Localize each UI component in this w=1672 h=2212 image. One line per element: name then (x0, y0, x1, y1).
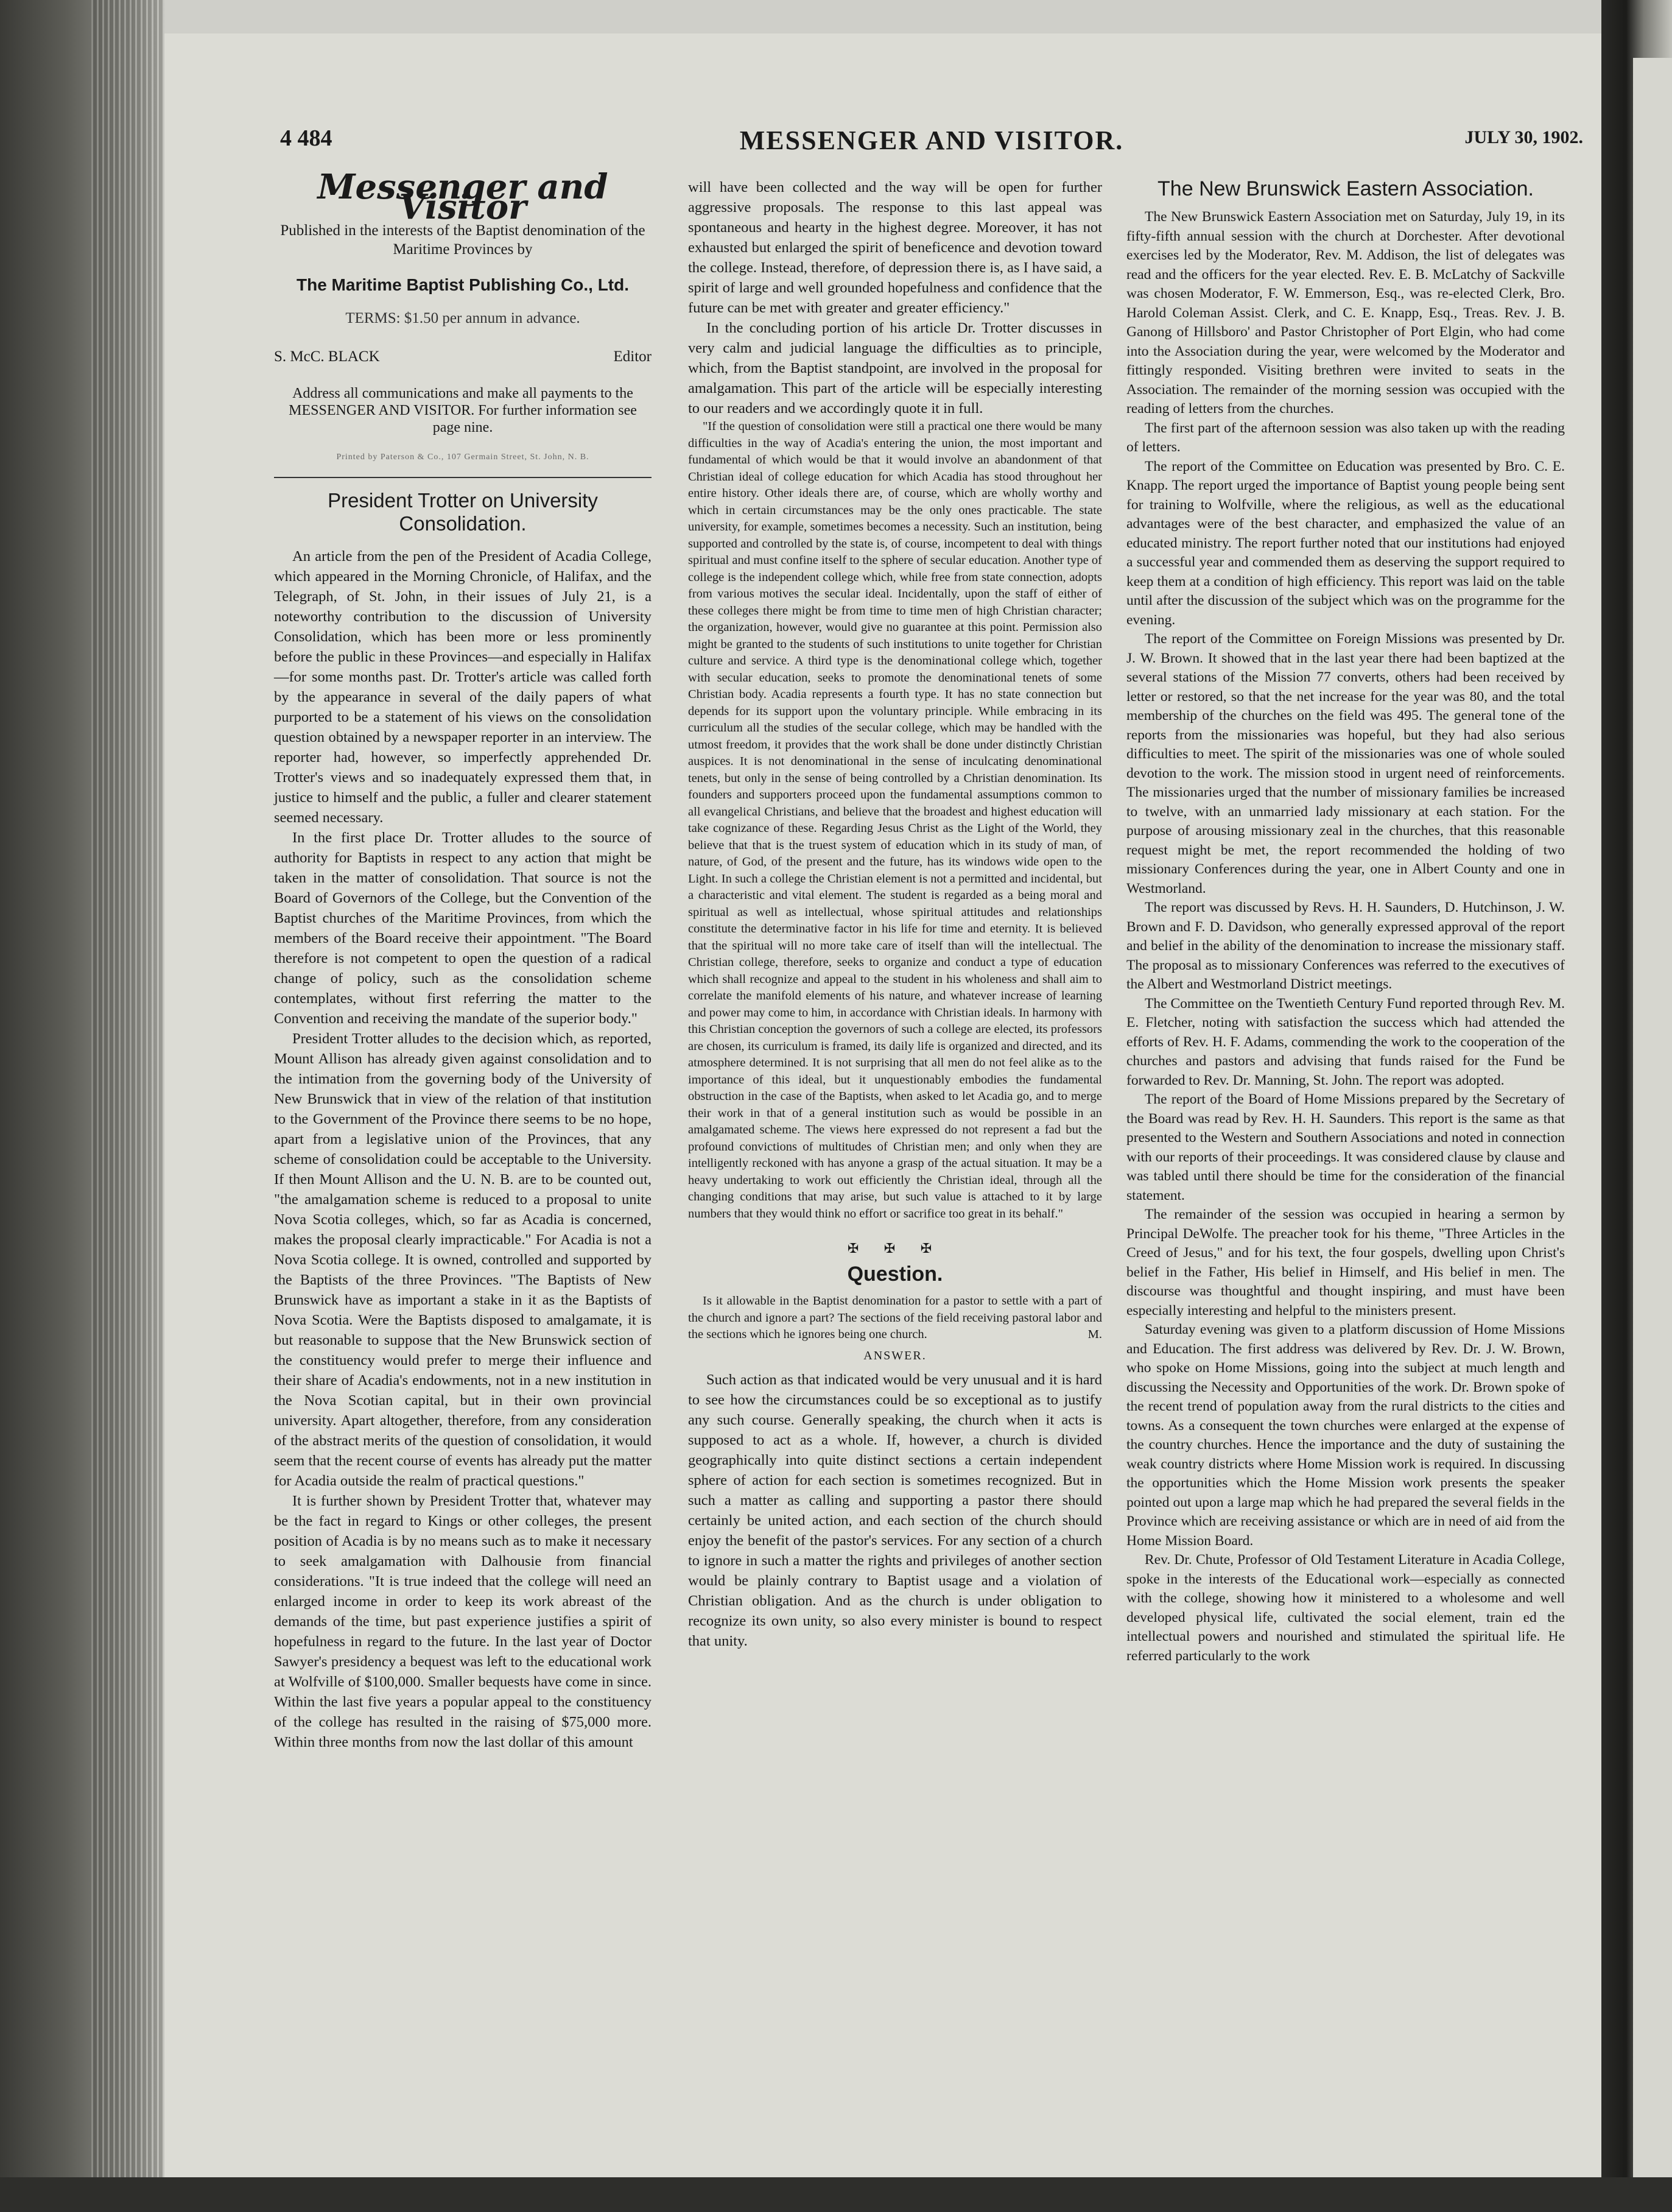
page-edges-left (91, 0, 164, 2212)
question-signature: M. (1087, 1328, 1102, 1341)
association-paragraph: The remainder of the session was occupied in hearing a sermon by Principal DeWolfe. The preacher took for his theme, "Three Articles in the Creed of Jesus," and for his text, the four gospels, dwelling upon Christ's belief in the Father, His belief in Himself, and His belief in men. The discourse was thoughtful and thought inspiring, and must have been especially interesting and helpful to the ministers present. (1126, 1206, 1565, 1319)
publisher-name: The Maritime Baptist Publishing Co., Ltd. (296, 275, 629, 294)
editor-label: Editor (613, 348, 652, 365)
newspaper-page (164, 33, 1601, 2177)
article-paragraph: An article from the pen of the President of Acadia College, which appeared in the Morning Chronicle, of Halifax, and the Telegraph, of St. John, in their issues of July 21, is a noteworthy contribution to the discussion of University Consolidation, which has been more or less prominently before the public in these Provinces—and especially in Halifax—for some months past. Dr. Trotter's article was called forth by the appearance in several of the daily papers of what purported to be a statement of his views on the consolidation question obtained by a newspaper reporter in an interview. The reporter had, however, so imperfectly apprehended Dr. Trotter's views and so inadequately expressed them that, in justice to himself and the public, a fuller and clearer statement seemed necessary. (274, 548, 652, 826)
page-header (280, 125, 1583, 161)
association-heading: The New Brunswick Eastern Association. (1157, 177, 1534, 200)
address-notice: Address all communications and make all payments to the MESSENGER AND VISITOR. For further information see page nine. (289, 386, 637, 435)
association-paragraph: The report of the Committee on Education was presented by Bro. C. E. Knapp. The report urged the importance of Baptist young people being sent for training to Wolfville, where the religious, as well as the educational advantages were of the best character, and emphasized the value of an educated ministry. The report further noted that our institutions had enjoyed a successful year and commended them as deserving the support required to keep them at a condition of high efficiency. This report was laid on the table until after the discussion of the subject which was on the programme for the evening. (1126, 458, 1565, 628)
scanner-bottom-edge (0, 2177, 1672, 2212)
masthead-title: Messenger and Visitor (317, 167, 608, 227)
article-paragraph: It is further shown by President Trotter that, whatever may be the fact in regard to Kings or other colleges, the present position of Acadia is by no means such as to make it necessary to seek amalgamation with Dalhousie from financial considerations. "It is true indeed that the college will need an enlarged income in order to keep its work abreast of the demands of the time, but past experience justifies a spirit of hopefulness in regard to the future. In the last year of Doctor Sawyer's presidency a bequest was left to the educational work at Wolfville of $100,000. Smaller bequests have come in since. Within the last five years a popular appeal to the constituency of the college has resulted in the raising of $75,000 more. Within three months from now the last dollar of this amount (274, 1493, 652, 1750)
column-3 (1126, 177, 1565, 1666)
association-paragraph: The report of the Committee on Foreign Missions was presented by Dr. J. W. Brown. It showed that in the last year there had been baptized at the several stations of the Mission 77 converts, others had been received by letter or restored, so that the net increase for the year was 80, and the total membership of the churches on the field was 495. The general tone of the reports from the missionaries was hopeful, but they had also serious difficulties to meet. The spirit of the missionaries was one of whole souled devotion to the work. The mission stood in urgent need of reinforcements. The missionaries urged that the number of missionary families be increased to twelve, with an unmarried lady missionary at each station. For the purpose of arousing missionary zeal in the churches, that this reasonable request might be met, the report recommended the holding of two missionary Conferences during the year, one in Albert County and one in Westmorland. (1126, 631, 1565, 896)
association-paragraph: The Committee on the Twentieth Century Fund reported through Rev. M. E. Fletcher, noting with satisfaction the success which had attended the efforts of Rev. H. F. Adams, commending the work to the cooperation of the churches and pastors and advising that funds raised for the Fund be forwarded to Rev. Dr. Manning, St. John. The report was adopted. (1126, 995, 1565, 1088)
association-paragraph: The New Brunswick Eastern Association met on Saturday, July 19, in its fifty-fifth annual session with the church at Dorchester. After devotional exercises led by the Moderator, Rev. M. Addison, the list of delegates was read and the officers for the year elected. Rev. E. B. McLatchy of Sackville was chosen Moderator, F. W. Emmerson, Esq., was re-elected Clerk, Bro. Harold Coleman Assist. Clerk, and C. E. Knapp, Esq., Treas. Rev. J. B. Ganong of Hillsboro' and Pastor Christopher of Port Elgin, who had come into the Association during the year, were welcomed by the Moderator and fittingly responded. Visiting brethren were invited to seats in the Association. The remainder of the morning session was occupied with the reading of letters from the churches. (1126, 209, 1565, 417)
question-block (688, 1293, 1102, 1344)
next-page-edge (1633, 58, 1672, 2177)
paper-title: MESSENGER AND VISITOR. (739, 125, 1124, 155)
editor-line (274, 347, 652, 367)
ornament-divider: ✠ ✠ ✠ (847, 1241, 943, 1256)
association-paragraph: Rev. Dr. Chute, Professor of Old Testament Literature in Acadia College, spoke in the interests of the Educational work—especially as connected with the college, showing how it ministered to a wholesome and well developed physical life, cultivated the social element, train ed the intellectual powers and nourished and stimulated the spiritual life. He referred particularly to the work (1126, 1552, 1565, 1664)
article-paragraph: President Trotter alludes to the decision which, as reported, Mount Allison has already given against consolidation and to the intimation from the governing body of the University of New Brunswick that in view of the relation of that institution to the Government of the Province there seems to be no hope, apart from a legislative union of the Provinces, that any scheme of consolidation could be acceptable to the University. If then Mount Allison and the U. N. B. are to be counted out, "the amalgamation scheme is reduced to a proposal to unite Nova Scotia colleges, which, so far as Acadia is concerned, makes the proposal clearly impracticable." For Acadia is not a Nova Scotia college. It is owned, controlled and supported by the Baptists of the three Provinces. "The Baptists of New Brunswick have as important a stake in it as the Baptists of Nova Scotia. Were the Baptists disposed to amalgamate, it is but reasonable to suppose that the New Brunswick section of the constituency would prefer to merge their influence and their share of Acadia's endowments, not in a new institution in the Nova Scotian capital, but in their own provincial university. Apart altogether, therefore, from any consideration of the abstract merits of the question of consolidation, it would seem that the recent course of events has already put the matter for Acadia outside the realm of practical questions." (274, 1030, 652, 1489)
divider-rule (274, 477, 652, 478)
masthead-subtitle: Published in the interests of the Baptist denomination of the Maritime Provinces by (280, 222, 645, 258)
subscription-terms: TERMS: $1.50 per annum in advance. (345, 310, 580, 326)
editor-name: S. McC. BLACK (274, 348, 380, 365)
question-heading: Question. (847, 1263, 943, 1286)
article-continuation: will have been collected and the way will be open for further aggressive proposals. The response to this last appeal was spontaneous and hearty in the highest degree. Moreover, it has not exhausted but enlarged the spirit of beneficence and devotion toward the college. Instead, therefore, of depression there is, as I have said, a spirit of large and well grounded hopefulness and confidence that the future can be met with greater and greater efficiency." (688, 179, 1102, 316)
article-quote (688, 418, 1102, 1222)
question-text: Is it allowable in the Baptist denomination for a pastor to settle with a part of the church and ignore a part? The sections of the field receiving pastoral labor and the sections which he ignores being one church. M. (688, 1293, 1102, 1344)
column-2 (688, 177, 1126, 1651)
column-1 (274, 167, 652, 1752)
association-paragraph: Saturday evening was given to a platform discussion of Home Missions and Education. The first address was delivered by Rev. Dr. J. W. Brown, who spoke on Home Missions, going into the subject at much length and discussing the Necessity and Opportunities of the work. Dr. Brown spoke of the recent trend of population away from the rural districts to the cities and towns. As a consequent the town churches were enlarged at the expense of the country churches. Hence the importance and the duty of sustaining the weak country districts where Home Mission work is required. In discussing the opportunities which the Home Mission work presents the speaker pointed out upon a large map which he had prepared the several fields in the Province which are receiving assistance or which are in need of aid from the Home Mission Board. (1126, 1322, 1565, 1549)
article-paragraph: In the first place Dr. Trotter alludes to the source of authority for Baptists in respect to any action that might be taken in the matter of consolidation. That source is not the Board of Governors of the College, but the Convention of the Baptist churches of the Maritime Provinces, from which the members of the Board receive their appointment. "The Board therefore is not competent to open the question of a radical change of policy, such as the consolidation scheme contemplates, without first referring the matter to the Convention and receiving the mandate of the superior body." (274, 830, 652, 1027)
page-number: 4 484 (280, 125, 332, 151)
association-paragraph: The report was discussed by Revs. H. H. Saunders, D. Hutchinson, J. W. Brown and F. D. Davidson, who generally expressed approval of the report and belief in the ability of the denomination to increase the missionary staff. The proposal as to missionary Conferences was referred to the executives of the Albert and Westmorland District meetings. (1126, 900, 1565, 992)
quote-paragraph: "If the question of consolidation were still a practical one there would be many difficulties in the way of Acadia's entering the union, the most important and fundamental of which would be that it would involve an abandonment of that Christian ideal of college education for which Acadia has stood throughout her entire history. Other ideals there are, of course, which are wholly worthy and which in certain circumstances may be the only ones practicable. The state university, for example, sometimes becomes a necessity. Such an institution, being supported and controlled by the state is, of course, incompetent to deal with things spiritual and must confine itself to the sphere of secular education. Another type of college is the independent college which, while free from state connection, adopts from various motives the secular ideal. Incidentally, upon the staff of either of these colleges there might be from time to time men of high Christian character; the organization, however, would give no guarantee at this point. Permission also might be granted to the students of such institutions to unite together for Christian culture and service. A third type is the denominational college which, together with secular education, seeks to promote the denominational tenets of some Christian body. Acadia represents a fourth type. It has no state connection but depends for its support upon the voluntary principle. While embracing in its curriculum all the studies of the secular college, which may be handled with the utmost freedom, it provides that the work shall be done under distinctly Christian auspices. It is not denominational in the sense of inculcating denominational tenets, but only in the sense of being controlled by a Christian denomination. Its founders and supporters proceed upon the fundamental assumptions common to all evangelical Christians, and believe that the broadest and highest education will take cognizance of these. Regarding Jesus Christ as the Light of the World, they believe that that is the truest system of education which in its study of man, of nature, of God, of the present and the future, has its windows wide open to the Light. In such a college the Christian element is not a permitted and incidental, but a characteristic and vital element. The student is regarded as a being moral and spiritual as well as intellectual, whose spiritual attitudes and relationships constitute the determinative factor in his life for time and eternity. It is believed that the spiritual will no more take care of itself than will the intellectual. The Christian college, therefore, seeks to organize and conduct a type of education which shall recognize and appeal to the student in his wholeness and shall aim to correlate the manifold elements of his nature, and whatever increase of learning and power may come to him, in accordance with Christian ideals. In harmony with this Christian conception the governors of such a college are elected, its professors are chosen, its curriculum is framed, its daily life is organized and directed, and its atmosphere determined. It is not surprising that all men do not feel alike as to the importance of this ideal, but it unquestionably embodies the fundamental obstruction in the case of the Baptists, when asked to let Acadia go, and to merge their work in that of a general institution such as would be possible in an amalgamated scheme. The views here expressed do not represent a fad but the profound convictions of multitudes of Christian men; and only when they are intelligently reckoned with has anyone a grasp of the actual situation. It may be a heavy undertaking to work out efficiently the Christian ideal, through all the changing conditions that may arise, but such value is attached to it by large numbers that they would think no effort or sacrifice too great in its behalf." (688, 420, 1102, 1220)
issue-date: JULY 30, 1902. (1464, 127, 1583, 147)
article-paragraph: In the concluding portion of his article Dr. Trotter discusses in very calm and judicial language the difficulties as to principle, which, from the Baptist standpoint, are involved in the proposal for amalgamation. This part of the article will be especially interesting to our readers and we accordingly quote it in full. (688, 320, 1102, 417)
association-paragraph: The first part of the afternoon session was also taken up with the reading of letters. (1126, 420, 1565, 455)
article-heading: President Trotter on University Consolidation. (328, 489, 598, 535)
answer-text: Such action as that indicated would be very unusual and it is hard to see how the circumstances could be so exceptional as to justify any such course. Generally speaking, the church when it acts is supposed to act as a whole. If, however, a church is divided geographically into quite distinct sections a certain independent sphere of action for each section is sometimes recognized. But in such a matter as calling and supporting a pastor there should certainly be united action, and each section of the church should enjoy the benefit of the pastor's services. For any section of a church to ignore in such a matter the rights and privileges of another section would be plainly contrary to Baptist usage and a violation of Christian obligation. And as the church is under obligation to recognize its own unity, so also every minister is bound to respect that unity. (688, 1371, 1102, 1649)
answer-label: ANSWER. (863, 1348, 927, 1362)
association-paragraph: The report of the Board of Home Missions prepared by the Secretary of the Board was read by Rev. H. H. Saunders. This report is the same as that presented to the Western and Southern Associations and noted in connection with our reports of their proceedings. It was considered clause by clause and was tabled until there should be time for the consideration of the financial statement. (1126, 1091, 1565, 1203)
printer-credit: Printed by Paterson & Co., 107 Germain Street, St. John, N. B. (336, 453, 589, 462)
